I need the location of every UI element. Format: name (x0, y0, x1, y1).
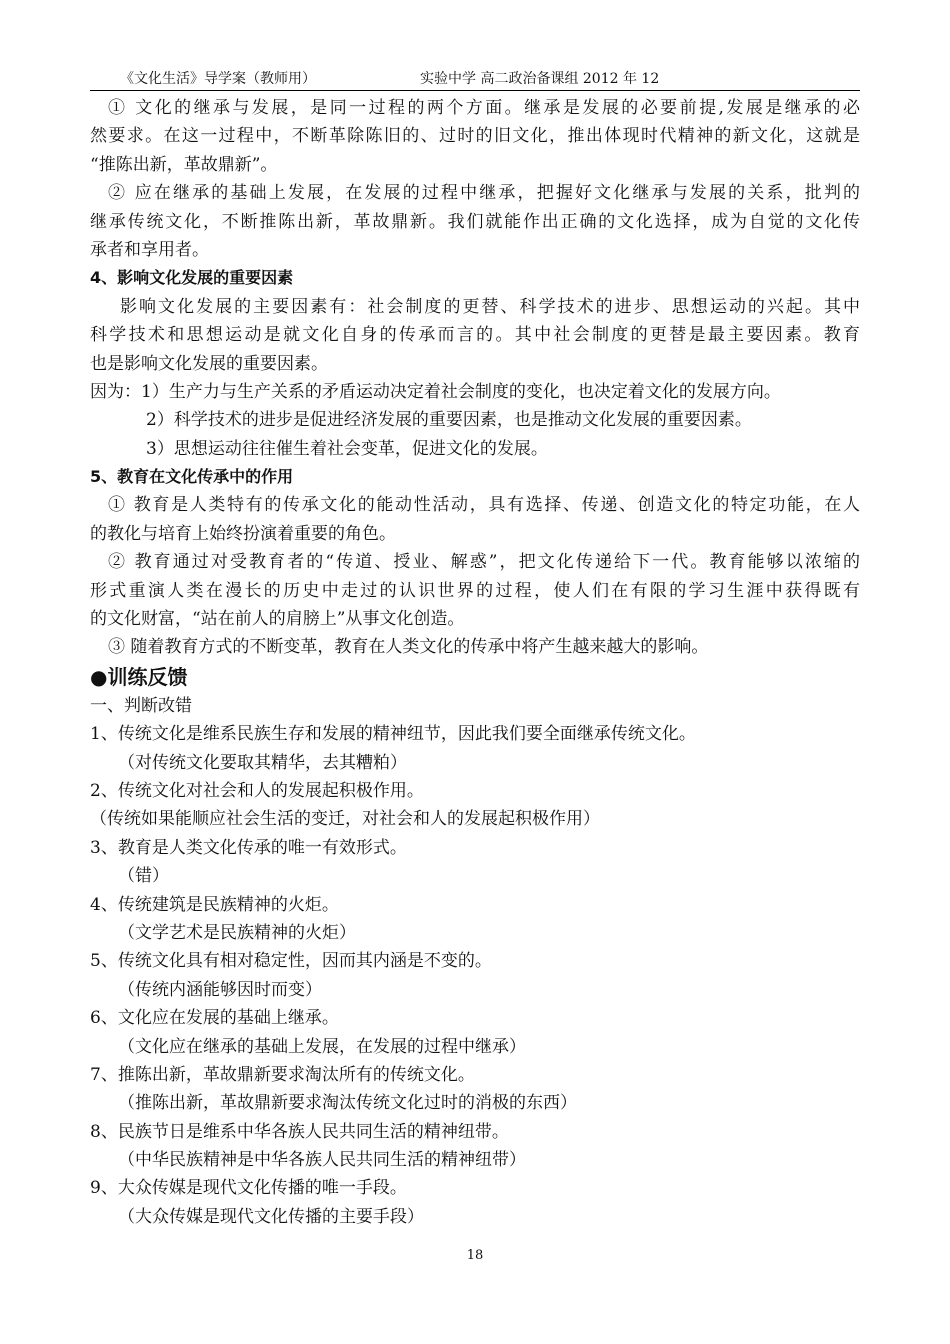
question-item: 4、传统建筑是民族精神的火炬。 (90, 894, 339, 915)
answer-item: （错） (118, 866, 169, 887)
text-line: 3）思想运动往往催生着社会变革，促进文化的发展。 (146, 438, 548, 459)
answer-item: （推陈出新，革故鼎新要求淘汰传统文化过时的消极的东西） (118, 1093, 577, 1114)
page-number: 18 (466, 1248, 484, 1263)
answer-item: （文学艺术是民族精神的火炬） (118, 922, 356, 943)
question-item: 1、传统文化是维系民族生存和发展的精神纽节，因此我们要全面继承传统文化。 (90, 724, 696, 745)
answer-item: （大众传媒是现代文化传播的主要手段） (118, 1206, 424, 1227)
answer-item: （传统如果能顺应社会生活的变迁，对社会和人的发展起积极作用） (90, 809, 600, 830)
text-line: 继承传统文化，不断推陈出新，革故鼎新。我们就能作出正确的文化选择，成为自觉的文化传 (90, 211, 860, 232)
text-line: 也是影响文化发展的重要因素。 (90, 353, 328, 374)
question-item: 2、传统文化对社会和人的发展起积极作用。 (90, 780, 424, 801)
text-line: 形式重演人类在漫长的历史中走过的认识世界的过程，使人们在有限的学习生涯中获得既有 (90, 580, 860, 601)
document-body (90, 94, 860, 1231)
section-title: ●训练反馈 (90, 664, 188, 689)
text-line: ① 教育是人类特有的传承文化的能动性活动，具有选择、传递、创造文化的特定功能，在人 (108, 495, 860, 516)
answer-item: （中华民族精神是中华各族人民共同生活的精神纽带） (118, 1150, 526, 1171)
text-line: ① 文化的继承与发展，是同一过程的两个方面。继承是发展的必要前提,发展是继承的必 (108, 98, 860, 118)
answer-item: （对传统文化要取其精华，去其糟粕） (118, 752, 407, 773)
question-item: 7、推陈出新，革故鼎新要求淘汰所有的传统文化。 (90, 1064, 475, 1085)
section-heading: 5、教育在文化传承中的作用 (90, 467, 294, 487)
subsection-title: 一、判断改错 (90, 695, 192, 716)
text-line: 然要求。在这一过程中，不断革除陈旧的、过时的旧文化，推出体现时代精神的新文化，这就是 (90, 126, 860, 147)
section-heading: 4、影响文化发展的重要因素 (90, 268, 294, 288)
header-subtitle: 实验中学 高二政治备课组 2012 年 12 (420, 71, 660, 87)
header-title: 《文化生活》导学案（教师用） (120, 71, 316, 87)
text-line: 影响文化发展的主要因素有：社会制度的更替、科学技术的进步、思想运动的兴起。其中 (120, 296, 860, 317)
text-line: ② 应在继承的基础上发展，在发展的过程中继承，把握好文化继承与发展的关系，批判的 (108, 183, 860, 204)
text-line: 的教化与培育上始终扮演着重要的角色。 (90, 523, 396, 544)
text-line: 因为：1）生产力与生产关系的矛盾运动决定着社会制度的变化，也决定着文化的发展方向。 (90, 381, 781, 402)
page-header (90, 68, 860, 91)
question-item: 8、民族节日是维系中华各族人民共同生活的精神纽带。 (90, 1121, 509, 1142)
answer-item: （传统内涵能够因时而变） (118, 979, 322, 1000)
text-line: ② 教育通过对受教育者的“传道、授业、解惑”，把文化传递给下一代。教育能够以浓缩的 (108, 552, 860, 573)
text-line: ③ 随着教育方式的不断变革，教育在人类文化的传承中将产生越来越大的影响。 (108, 637, 709, 658)
question-item: 6、文化应在发展的基础上继承。 (90, 1008, 339, 1029)
question-item: 9、大众传媒是现代文化传播的唯一手段。 (90, 1178, 407, 1199)
text-line: 承者和享用者。 (90, 239, 209, 260)
text-line: 科学技术和思想运动是就文化自身的传承而言的。其中社会制度的更替是最主要因素。教育 (90, 325, 860, 346)
text-line: 2）科学技术的进步是促进经济发展的重要因素，也是推动文化发展的重要因素。 (146, 410, 752, 431)
question-item: 5、传统文化具有相对稳定性，因而其内涵是不变的。 (90, 951, 492, 972)
text-line: 的文化财富，“站在前人的肩膀上”从事文化创造。 (90, 609, 465, 630)
text-line: “推陈出新，革故鼎新”。 (90, 154, 278, 175)
question-item: 3、教育是人类文化传承的唯一有效形式。 (90, 837, 407, 858)
answer-item: （文化应在继承的基础上发展，在发展的过程中继承） (118, 1036, 526, 1057)
